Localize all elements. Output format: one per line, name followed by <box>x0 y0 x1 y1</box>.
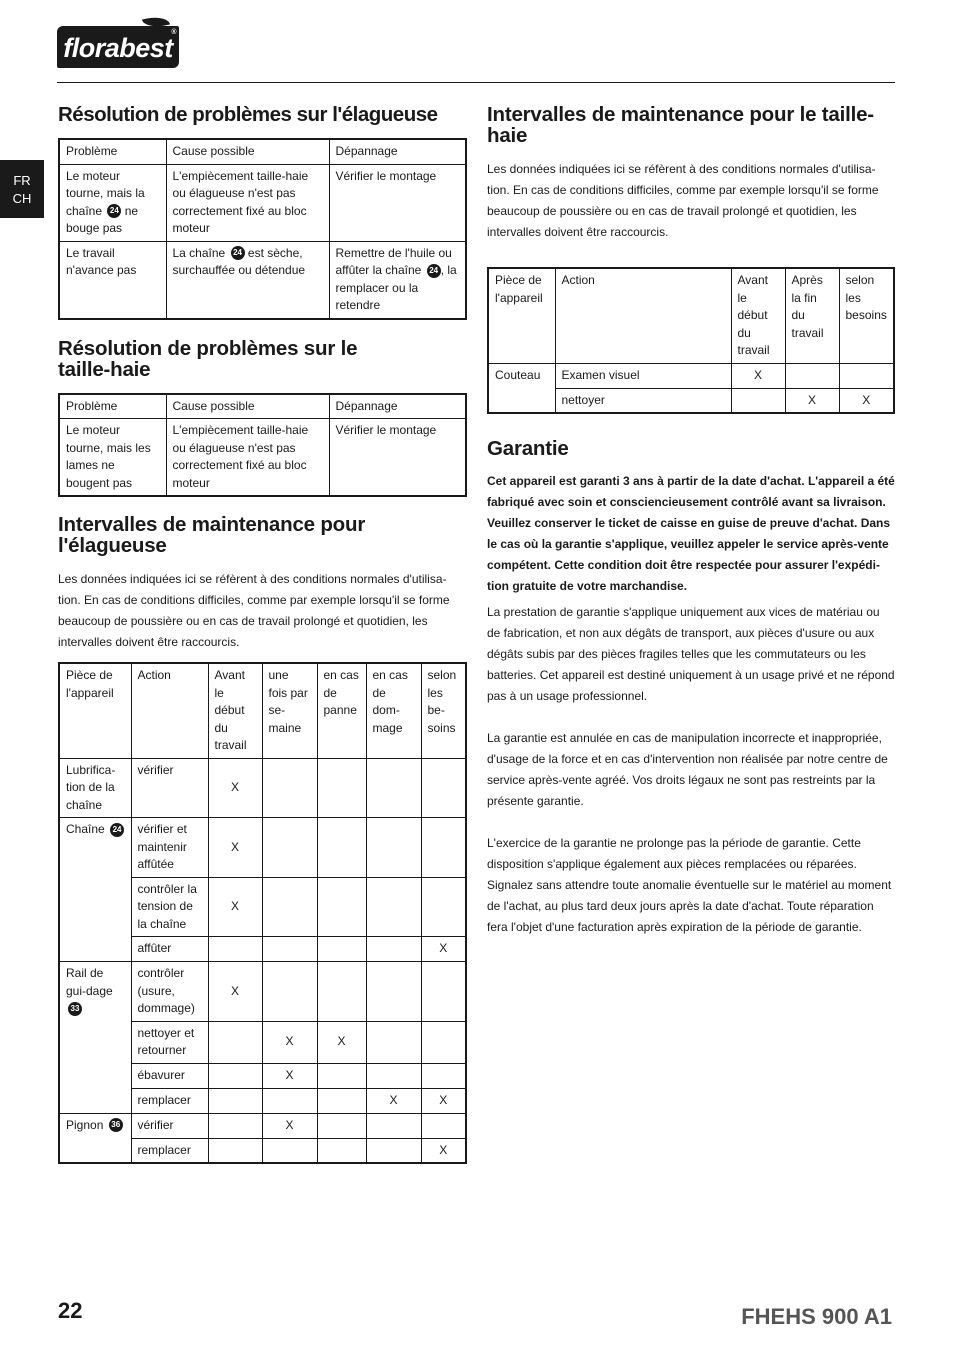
model-number: FHEHS 900 A1 <box>741 1304 892 1329</box>
empty-cell <box>839 363 894 388</box>
table-header-row <box>59 139 466 164</box>
part-number-badge: 24 <box>231 246 245 260</box>
language-tab <box>0 160 44 218</box>
empty-cell <box>421 1113 466 1138</box>
empty-cell <box>317 1063 366 1088</box>
brand-logo-text: florabest <box>63 33 173 63</box>
part-number-badge: 24 <box>427 264 441 278</box>
header-cell: Pièce de l'appareil <box>59 663 131 758</box>
header-cell: Pièce de l'appareil <box>488 268 555 363</box>
fix-cell: Vérifier le montage <box>329 419 466 497</box>
action-cell: vérifier et maintenir affûtée <box>131 818 208 878</box>
header-cell: Problème <box>59 394 166 419</box>
empty-cell <box>317 877 366 937</box>
empty-cell <box>262 962 317 1022</box>
mark-cell: X <box>262 1113 317 1138</box>
action-cell: Examen visuel <box>555 363 731 388</box>
header-cell: selon les be-soins <box>421 663 466 758</box>
part-number-badge: 33 <box>68 1002 82 1016</box>
problem-text: ne bouge pas <box>66 203 139 235</box>
empty-cell <box>262 818 317 878</box>
empty-cell <box>262 937 317 962</box>
empty-cell <box>366 1063 421 1088</box>
mark-cell: X <box>366 1088 421 1113</box>
part-text: Pignon <box>66 1117 104 1132</box>
page-number: 22 <box>58 1298 83 1323</box>
empty-cell <box>208 1088 262 1113</box>
part-cell <box>59 1113 131 1163</box>
header-cell: Action <box>555 268 731 363</box>
part-cell <box>59 962 131 1114</box>
language-code-ch: CH <box>12 191 32 206</box>
fix-text: , la remplacer ou la retendre <box>335 263 457 312</box>
action-cell: remplacer <box>131 1088 208 1113</box>
table-row <box>488 363 894 388</box>
mark-cell: X <box>421 1138 466 1163</box>
empty-cell <box>262 1088 317 1113</box>
table-row <box>59 419 466 497</box>
table-row <box>59 241 466 319</box>
header-cell: Avant le début du travail <box>731 268 785 363</box>
empty-cell <box>317 962 366 1022</box>
header-cell: Action <box>131 663 208 758</box>
section-title-maint-chainsaw: Intervalles de maintenance pour l'élagueuse <box>58 513 366 557</box>
mark-cell: X <box>421 1088 466 1113</box>
mark-cell: X <box>262 1021 317 1063</box>
empty-cell <box>208 1063 262 1088</box>
part-number-badge: 24 <box>110 823 124 837</box>
fix-cell <box>329 241 466 319</box>
action-cell: contrôler (usure, dommage) <box>131 962 208 1022</box>
action-cell: vérifier <box>131 1113 208 1138</box>
cause-text: est sèche, surchauffée ou détendue <box>172 245 306 277</box>
action-cell: nettoyer et retourner <box>131 1021 208 1063</box>
action-cell: remplacer <box>131 1138 208 1163</box>
part-cell <box>59 818 131 962</box>
mark-cell: X <box>421 937 466 962</box>
empty-cell <box>421 1021 466 1063</box>
section-title-trouble-hedge: Résolution de problèmes sur le taille-haie <box>58 336 358 381</box>
empty-cell <box>366 962 421 1022</box>
table-row <box>59 1113 466 1138</box>
empty-cell <box>208 1113 262 1138</box>
table-header-row <box>59 663 466 758</box>
empty-cell <box>366 1138 421 1163</box>
action-cell: vérifier <box>131 758 208 818</box>
maint-hedge-table <box>487 267 895 414</box>
mark-cell: X <box>208 877 262 937</box>
empty-cell <box>366 1113 421 1138</box>
leaf-icon <box>142 13 170 31</box>
empty-cell <box>366 818 421 878</box>
mark-cell: X <box>208 758 262 818</box>
part-cell: Couteau <box>488 363 555 413</box>
action-cell: nettoyer <box>555 388 731 413</box>
cause-cell: L'empiècement taille-haie ou élagueuse n'est pas correctement fixé au bloc moteur <box>166 164 329 241</box>
right-column <box>487 100 895 938</box>
action-cell: ébavurer <box>131 1063 208 1088</box>
maint-chainsaw-intro: Les données indiquées ici se réfèrent à des conditions normales d'utilisa-tion. En cas de conditions difficiles, comme par exemple lorsqu'il se forme beaucoup de poussière ou en cas de travail prolongé et quotidien, les intervalles doivent être raccourcis. <box>58 572 450 649</box>
action-cell: contrôler la tension de la chaîne <box>131 877 208 937</box>
header-cell: Problème <box>59 139 166 164</box>
mark-cell: X <box>839 388 894 413</box>
section-title-maint-hedge: Intervalles de maintenance pour le taille-haie <box>487 103 874 147</box>
part-text: Rail de gui-dage <box>66 966 113 998</box>
header-cell: en cas de panne <box>317 663 366 758</box>
empty-cell <box>262 1138 317 1163</box>
empty-cell <box>366 758 421 818</box>
registered-mark: ® <box>171 29 176 36</box>
fix-cell: Vérifier le montage <box>329 164 466 241</box>
maint-chainsaw-table <box>58 662 467 1164</box>
empty-cell <box>208 1021 262 1063</box>
problem-cell: Le travail n'avance pas <box>59 241 166 319</box>
action-cell: affûter <box>131 937 208 962</box>
brand-logo <box>57 26 179 68</box>
trouble-chainsaw-table <box>58 138 467 320</box>
maint-hedge-intro: Les données indiquées ici se réfèrent à des conditions normales d'utilisa-tion. En cas de conditions difficiles, comme par exemple lorsqu'il se forme beaucoup de poussière ou en cas de travail prolongé et quotidien, les intervalles doivent être raccourcis. <box>487 162 879 239</box>
warranty-paragraph-1: Cet appareil est garanti 3 ans à partir de la date d'achat. L'appareil a été fabriqué avec soin et consciencieusement contrôlé avant sa livraison. Veuillez conserver le ticket de caisse en guise de preuve d'achat. Dans le cas où la garantie s'applique, veuillez appeler le service après-vente compétent. Cette condition doit être respectée pour assurer l'expédi-tion gratuite de votre marchandise. <box>487 474 895 593</box>
problem-cell: Le moteur tourne, mais les lames ne bougent pas <box>59 419 166 497</box>
header-cell: Cause possible <box>166 139 329 164</box>
header-rule <box>57 82 895 83</box>
header-cell: Avant le début du travail <box>208 663 262 758</box>
empty-cell <box>317 818 366 878</box>
table-row <box>59 962 466 1022</box>
trouble-hedge-table <box>58 393 467 498</box>
cause-text: La chaîne <box>172 245 226 260</box>
header-cell: Cause possible <box>166 394 329 419</box>
empty-cell <box>366 937 421 962</box>
table-header-row <box>488 268 894 363</box>
table-row <box>59 818 466 878</box>
section-title-trouble-chainsaw: Résolution de problèmes sur l'élagueuse <box>58 103 438 126</box>
cause-cell: L'empiècement taille-haie ou élagueuse n'est pas correctement fixé au bloc moteur <box>166 419 329 497</box>
left-column <box>58 100 467 1164</box>
header-cell: selon les besoins <box>839 268 894 363</box>
part-number-badge: 36 <box>109 1118 123 1132</box>
empty-cell <box>421 1063 466 1088</box>
table-row <box>59 164 466 241</box>
header-cell: Dépannage <box>329 139 466 164</box>
table-header-row <box>59 394 466 419</box>
warranty-paragraph-3: La garantie est annulée en cas de manipulation incorrecte et inappropriée, d'usage de la force et en cas d'intervention non réalisée par notre centre de service après-vente agréé. Vos droits légaux ne sont pas restreints par la présente garantie. <box>487 731 888 808</box>
warranty-paragraph-2: La prestation de garantie s'applique uniquement aux vices de matériau ou de fabrication, et non aux dégâts de transport, aux pièces d'usure ou aux dégâts subis par des pièces fragiles telles que les commutateurs ou les batteries. Cet appareil est destiné uniquement à un usage privé et ne répond pas à un usage professionnel. <box>487 605 895 703</box>
empty-cell <box>421 962 466 1022</box>
header-cell: Dépannage <box>329 394 466 419</box>
cause-cell <box>166 241 329 319</box>
mark-cell: X <box>208 962 262 1022</box>
section-title-warranty: Garantie <box>487 437 569 460</box>
header-cell: en cas de dom-mage <box>366 663 421 758</box>
empty-cell <box>421 758 466 818</box>
mark-cell: X <box>208 818 262 878</box>
empty-cell <box>317 758 366 818</box>
empty-cell <box>731 388 785 413</box>
mark-cell: X <box>317 1021 366 1063</box>
empty-cell <box>317 937 366 962</box>
problem-text: Le moteur tourne, mais la chaîne <box>66 168 145 218</box>
fix-text: Remettre de l'huile ou affûter la chaîne <box>335 245 452 277</box>
empty-cell <box>421 818 466 878</box>
language-code-fr: FR <box>13 173 31 188</box>
part-text: Chaîne <box>66 822 105 836</box>
empty-cell <box>262 758 317 818</box>
header-cell: une fois par se-maine <box>262 663 317 758</box>
empty-cell <box>366 877 421 937</box>
mark-cell: X <box>731 363 785 388</box>
part-number-badge: 24 <box>107 204 121 218</box>
empty-cell <box>421 877 466 937</box>
empty-cell <box>208 937 262 962</box>
table-row <box>59 758 466 818</box>
empty-cell <box>317 1113 366 1138</box>
problem-cell <box>59 164 166 241</box>
part-cell: Lubrifica-tion de la chaîne <box>59 758 131 818</box>
empty-cell <box>262 877 317 937</box>
mark-cell: X <box>785 388 839 413</box>
header-cell: Après la fin du travail <box>785 268 839 363</box>
mark-cell: X <box>262 1063 317 1088</box>
empty-cell <box>317 1088 366 1113</box>
warranty-paragraph-4: L'exercice de la garantie ne prolonge pas la période de garantie. Cette disposition s'applique également aux pièces remplacées ou réparées. Signalez sans attendre toute anomalie éventuelle sur le matériel au moment de l'achat, au plus tard deux jours après la date d'achat. Toute réparation fera l'objet d'une facturation après expiration de la période de garantie. <box>487 836 892 934</box>
empty-cell <box>208 1138 262 1163</box>
empty-cell <box>366 1021 421 1063</box>
empty-cell <box>317 1138 366 1163</box>
empty-cell <box>785 363 839 388</box>
